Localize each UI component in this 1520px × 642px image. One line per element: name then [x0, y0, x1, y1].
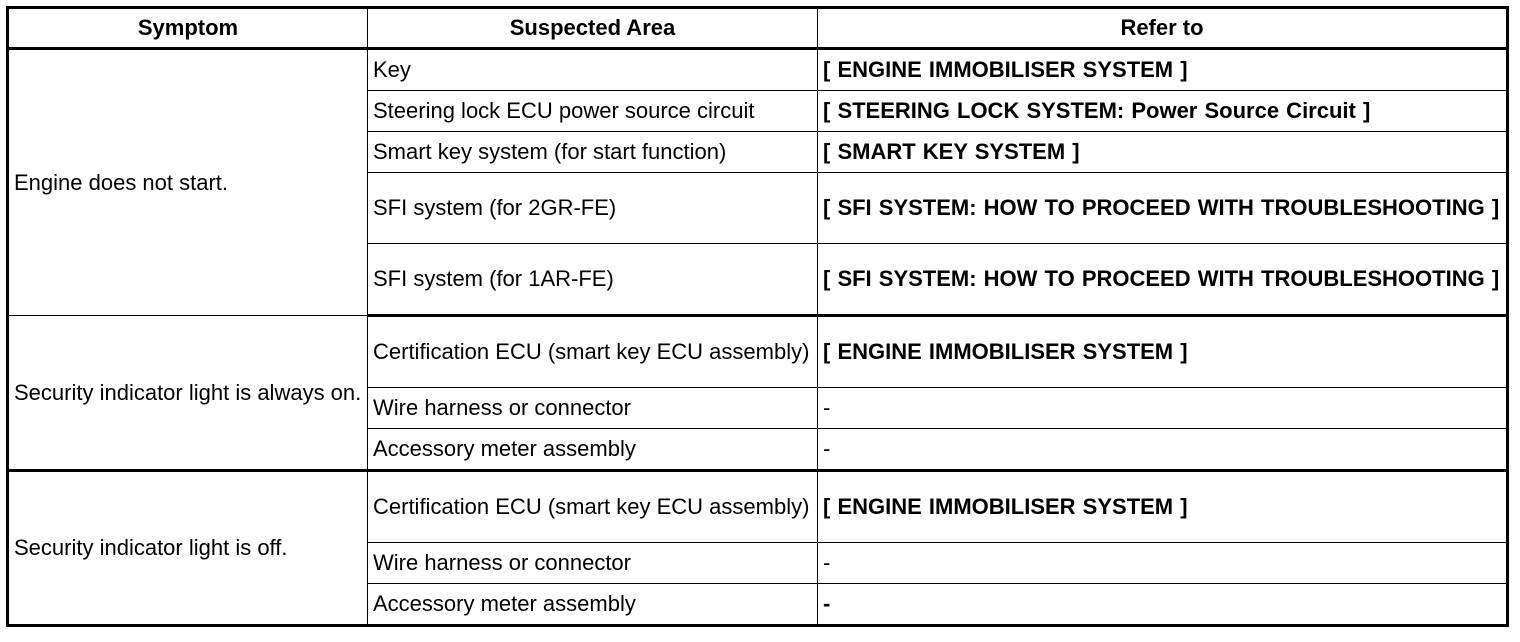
suspected-area-cell: Key: [368, 49, 818, 91]
problem-symptoms-table: [6, 6, 1509, 627]
refer-to-link[interactable]: [ SFI SYSTEM: HOW TO PROCEED WITH TROUBLESHOOTING ]: [818, 173, 1508, 244]
suspected-area-cell: Accessory meter assembly: [368, 429, 818, 471]
symptom-cell: Security indicator light is off.: [8, 471, 368, 626]
refer-to-link[interactable]: [ ENGINE IMMOBILISER SYSTEM ]: [818, 49, 1508, 91]
refer-to-cell: -: [818, 388, 1508, 429]
refer-to-link[interactable]: [ STEERING LOCK SYSTEM: Power Source Circuit ]: [818, 91, 1508, 132]
refer-to-link[interactable]: [ SFI SYSTEM: HOW TO PROCEED WITH TROUBLESHOOTING ]: [818, 244, 1508, 316]
refer-to-link[interactable]: [ ENGINE IMMOBILISER SYSTEM ]: [818, 316, 1508, 388]
header-symptom: Symptom: [8, 8, 368, 49]
refer-to-link[interactable]: [ SMART KEY SYSTEM ]: [818, 132, 1508, 173]
table-row: [8, 49, 1508, 91]
suspected-area-cell: Wire harness or connector: [368, 543, 818, 584]
suspected-area-cell: SFI system (for 2GR-FE): [368, 173, 818, 244]
suspected-area-cell: Certification ECU (smart key ECU assembly): [368, 316, 818, 388]
suspected-area-cell: Certification ECU (smart key ECU assembly): [368, 471, 818, 543]
refer-to-cell: -: [818, 584, 1508, 626]
symptom-cell: Security indicator light is always on.: [8, 316, 368, 471]
table-row: [8, 471, 1508, 543]
header-suspected-area: Suspected Area: [368, 8, 818, 49]
refer-to-cell: -: [818, 429, 1508, 471]
table-header-row: [8, 8, 1508, 49]
symptom-cell: Engine does not start.: [8, 49, 368, 316]
suspected-area-cell: Steering lock ECU power source circuit: [368, 91, 818, 132]
table-row: [8, 316, 1508, 388]
suspected-area-cell: Accessory meter assembly: [368, 584, 818, 626]
suspected-area-cell: Smart key system (for start function): [368, 132, 818, 173]
refer-to-link[interactable]: [ ENGINE IMMOBILISER SYSTEM ]: [818, 471, 1508, 543]
header-refer-to: Refer to: [818, 8, 1508, 49]
suspected-area-cell: SFI system (for 1AR-FE): [368, 244, 818, 316]
refer-to-cell: -: [818, 543, 1508, 584]
diagnosis-table-container: [6, 6, 1509, 627]
suspected-area-cell: Wire harness or connector: [368, 388, 818, 429]
